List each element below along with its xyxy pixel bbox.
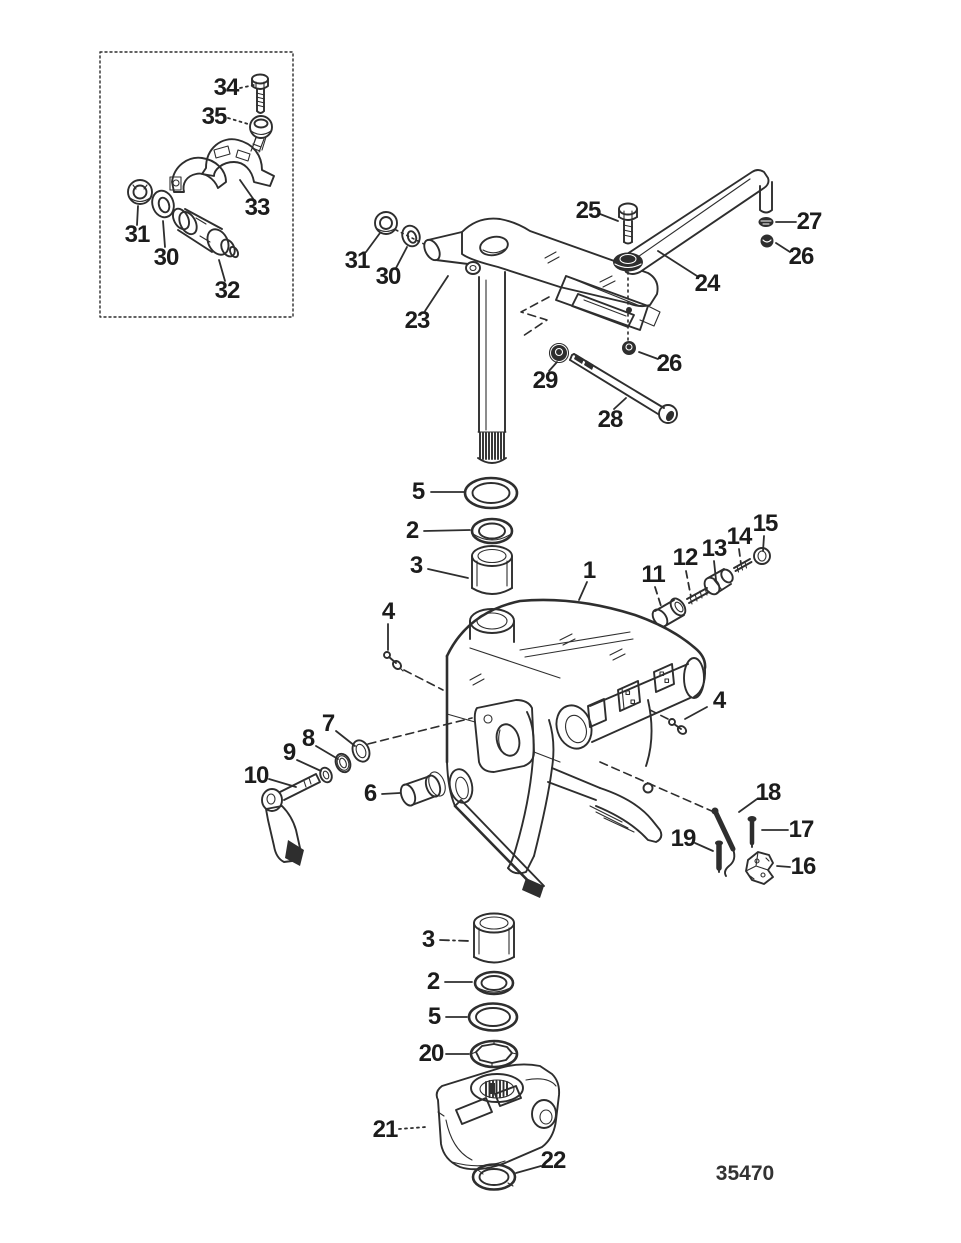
- callout-6: 6: [363, 780, 377, 807]
- callout-23: 23: [404, 307, 430, 334]
- callout-3: 3: [409, 552, 423, 579]
- callout-30: 30: [375, 263, 401, 290]
- callout-15: 15: [752, 510, 778, 537]
- callout-22: 22: [540, 1147, 566, 1174]
- callout-31: 31: [124, 221, 150, 248]
- callout-13: 13: [701, 535, 727, 562]
- callout-20: 20: [418, 1040, 444, 1067]
- callout-5: 5: [411, 478, 425, 505]
- callout-26: 26: [788, 243, 814, 270]
- callout-32: 32: [214, 277, 240, 304]
- callout-24: 24: [694, 270, 720, 297]
- callout-5: 5: [427, 1003, 441, 1030]
- callout-28: 28: [597, 406, 623, 433]
- callout-34: 34: [213, 74, 239, 101]
- callout-7: 7: [321, 710, 335, 737]
- callout-12: 12: [672, 544, 698, 571]
- callout-2: 2: [426, 968, 440, 995]
- callout-17: 17: [788, 816, 814, 843]
- callout-8: 8: [301, 725, 315, 752]
- callout-14: 14: [726, 523, 752, 550]
- callout-2: 2: [405, 517, 419, 544]
- callout-30: 30: [153, 244, 179, 271]
- callout-10: 10: [243, 762, 269, 789]
- callout-16: 16: [790, 853, 816, 880]
- callout-27: 27: [796, 208, 822, 235]
- callout-21: 21: [372, 1116, 398, 1143]
- callout-9: 9: [282, 739, 296, 766]
- callout-18: 18: [755, 779, 781, 806]
- callout-25: 25: [575, 197, 601, 224]
- callout-31: 31: [344, 247, 370, 274]
- callout-3: 3: [421, 926, 435, 953]
- callout-1: 1: [582, 557, 596, 584]
- callout-33: 33: [244, 194, 270, 221]
- callout-26: 26: [656, 350, 682, 377]
- drawing-number: 35470: [715, 1162, 775, 1185]
- callout-4: 4: [712, 687, 726, 714]
- callout-4: 4: [381, 598, 395, 625]
- callout-19: 19: [670, 825, 696, 852]
- callout-35: 35: [201, 103, 227, 130]
- callout-11: 11: [641, 561, 665, 588]
- callout-29: 29: [532, 367, 558, 394]
